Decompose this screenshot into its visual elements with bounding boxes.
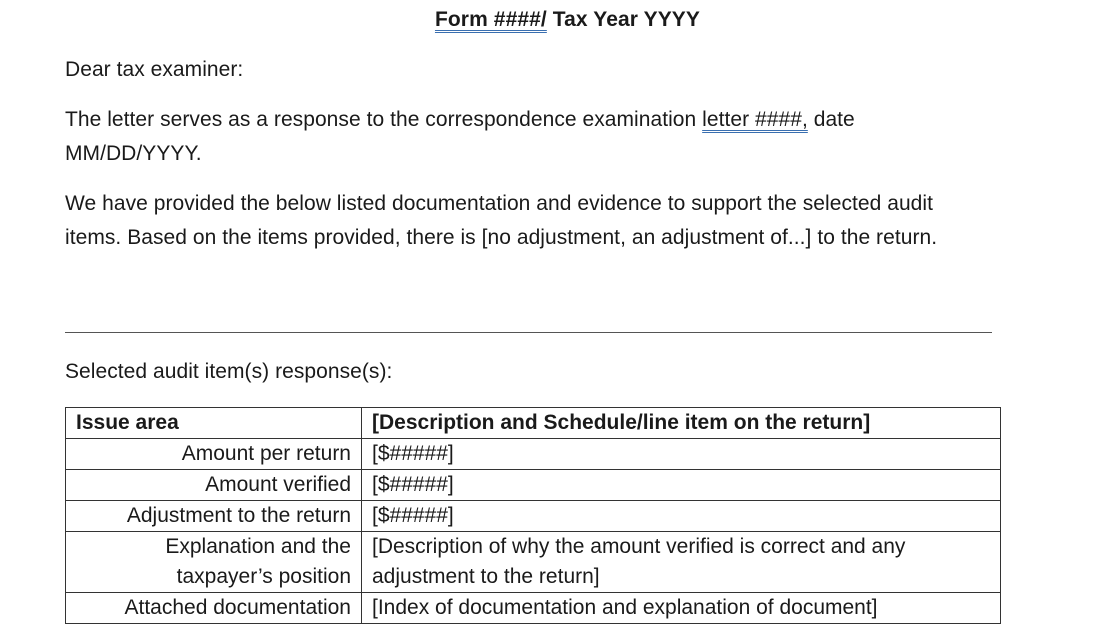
table-row [66,532,1001,593]
table-row-value: [$#####] [362,501,1001,532]
table-row-value: [Index of documentation and explanation of document] [362,593,1001,624]
table-row-value: [$#####] [362,470,1001,501]
table-row [66,439,1001,470]
table-row [66,593,1001,624]
table-row [66,408,1001,439]
intro-text-before: The letter serves as a response to the correspondence examination [65,108,703,131]
documentation-paragraph: We have provided the below listed documentation and evidence to support the selected audit items. Based on the items provided, there is [no adjustment, an adjustment of...] to the return. [65,192,938,249]
title-tax-year: Tax Year YYYY [546,8,701,31]
table-row-value: [Description of why the amount verified is correct and any adjustment to the return] [362,532,1001,593]
intro-paragraph [65,103,965,171]
page-title [65,6,1070,34]
title-form-number: Form ####/ [434,8,547,31]
table-row-label: Issue area [66,408,362,439]
table-row-label: Amount verified [66,470,362,501]
table-row-label: Amount per return [66,439,362,470]
audit-items-table [65,407,1001,624]
table-row-value: [Description and Schedule/line item on the return] [362,408,1001,439]
table-row-label: Adjustment to the return [66,501,362,532]
table-row-value: [$#####] [362,439,1001,470]
section-heading: Selected audit item(s) response(s): [65,360,393,383]
table-row-label: Attached documentation [66,593,362,624]
greeting: Dear tax examiner: [65,58,244,81]
letter-number: letter ####, [702,108,808,131]
horizontal-rule [65,332,992,333]
table-row-label: Explanation and the taxpayer’s position [66,532,362,593]
table-row [66,470,1001,501]
table-row [66,501,1001,532]
intro-text-after: date MM/DD/YYYY. [65,108,855,165]
